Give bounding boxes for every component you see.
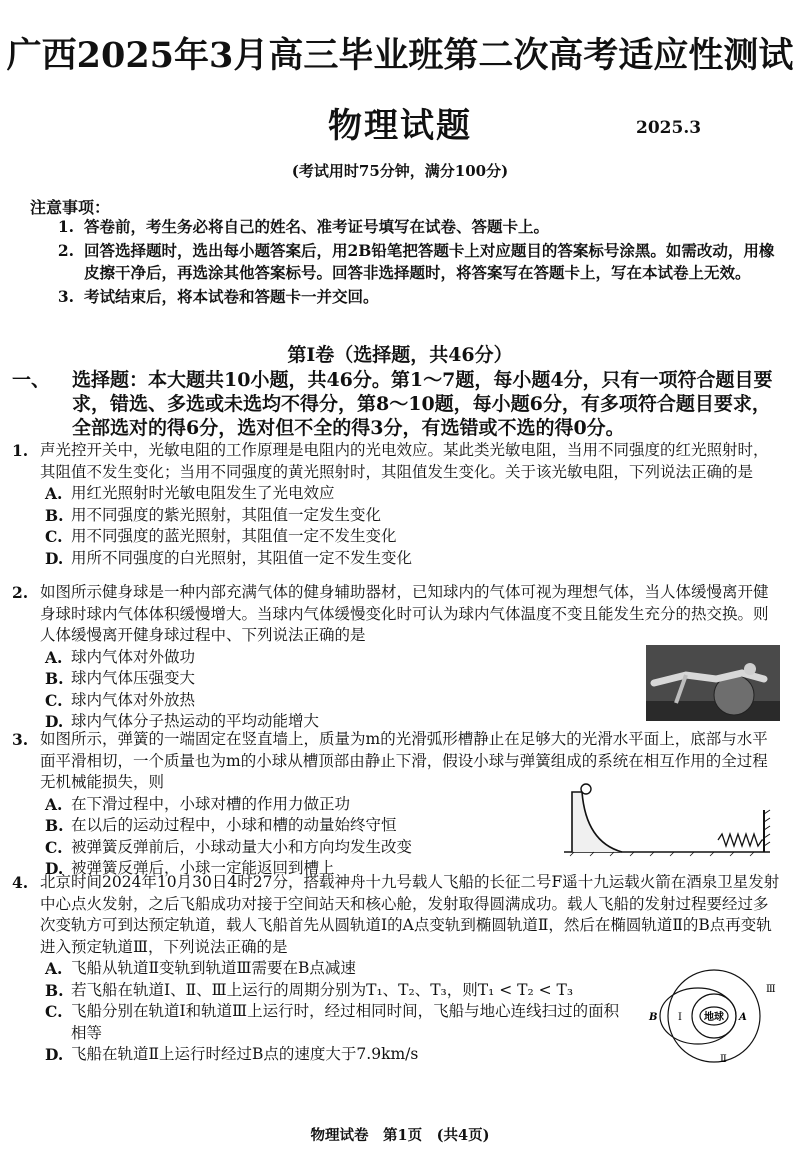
note-number: 2. bbox=[57, 241, 74, 260]
option-text: 在以后的运动过程中，小球和槽的动量始终守恒 bbox=[71, 816, 397, 834]
option-text: 球内气体分子热运动的平均动能增大 bbox=[71, 712, 320, 730]
option-text: 飞船在轨道Ⅱ上运行时经过B点的速度大于7.9km/s bbox=[71, 1045, 419, 1063]
subject-title: 物理试题 bbox=[328, 106, 472, 146]
question-number: 2. bbox=[12, 583, 29, 602]
orbit-2-label: Ⅱ bbox=[720, 1054, 727, 1065]
note-text: 回答选择题时，选出每小题答案后，用2B铅笔把答题卡上对应题目的答案标号涂黑。如需改动，用橡皮擦干净后，再选涂其他答案标号。回答非选择题时，将答案写在答题卡上，写在本试卷上无效。 bbox=[84, 241, 775, 282]
option-text: 用不同强度的紫光照射，其阻值一定发生变化 bbox=[71, 505, 382, 524]
note-text: 答卷前，考生务必将自己的姓名、准考证号填写在试卷、答题卡上。 bbox=[84, 217, 550, 236]
exam-info: (考试用时75分钟，满分100分) bbox=[291, 162, 509, 180]
note-item bbox=[30, 286, 780, 308]
question-number: 3. bbox=[12, 730, 29, 749]
question-stem: 如图所示，弹簧的一端固定在竖直墙上，质量为m的光滑弧形槽静止在足够大的光滑水平面上，底部与水平面平滑相切，一个质量也为m的小球从槽顶部由静止下滑，假设小球与弹簧组成的系统在相互作用的全过程无机械能损失，则 bbox=[40, 730, 768, 791]
question-stem: 如图所示健身球是一种内部充满气体的健身辅助器材，已知球内的气体可视为理想气体，当人体缓慢离开健身球时球内气体体积缓慢增大。当球内气体缓慢变化时可认为球内气体温度不变且能发生充分的热交换。则人体缓慢离开健身球过程中、下列说法正确的是 bbox=[40, 583, 769, 644]
notes-list bbox=[30, 216, 780, 310]
orbit-1-label: Ⅰ bbox=[678, 1012, 682, 1023]
option-label: B. bbox=[45, 505, 64, 525]
option-d bbox=[12, 548, 780, 570]
option-label: D. bbox=[45, 1045, 64, 1064]
note-item bbox=[30, 216, 780, 238]
option-label: A. bbox=[45, 484, 63, 503]
notes-title: 注意事项： bbox=[30, 198, 111, 217]
note-item bbox=[30, 240, 780, 284]
note-number: 1. bbox=[57, 217, 74, 236]
option-c bbox=[12, 526, 780, 548]
option-label: C. bbox=[45, 527, 63, 546]
fitness-ball-illustration bbox=[646, 645, 780, 721]
option-text: 飞船分别在轨道Ⅰ和轨道Ⅲ上运行时，经过相同时间，飞船与地心连线扫过的面积相等 bbox=[71, 1002, 620, 1042]
option-text: 用不同强度的蓝光照射，其阻值一定不发生变化 bbox=[71, 527, 397, 545]
option-label: A. bbox=[45, 647, 63, 667]
option-text: 飞船从轨道Ⅱ变轨到轨道Ⅲ需要在B点减速 bbox=[71, 959, 356, 977]
section-text: 选择题：本大题共10小题，共46分。第1～7题，每小题4分，只有一项符合题目要求，错选、多选或未选均不得分，第8～10题，每小题6分，有多项符合题目要求，全部选对的得6分，选对但不全的得3分，有选错或不选的得0分。 bbox=[72, 369, 773, 439]
section-number: 一、 bbox=[12, 369, 51, 391]
page-footer: 物理试卷 第1页 (共4页) bbox=[310, 1127, 490, 1144]
exam-date: 2025.3 bbox=[636, 118, 702, 138]
note-text: 考试结束后，将本试卷和答题卡一并交回。 bbox=[84, 287, 379, 306]
orbit-3-label: Ⅲ bbox=[766, 984, 776, 995]
option-label: B. bbox=[45, 669, 64, 688]
option-label: C. bbox=[45, 690, 63, 710]
option-text: 在下滑过程中，小球对槽的作用力做正功 bbox=[71, 794, 351, 813]
option-label: C. bbox=[45, 1002, 63, 1021]
question-stem: 声光控开关中，光敏电阻的工作原理是电阻内的光电效应。某此类光敏电阻，当用不同强度的红光照射时，其阻值不发生变化；当用不同强度的黄光照射时，其阻值发生变化。关于该光敏电阻，下列说法正确的是 bbox=[40, 441, 769, 481]
option-label: B. bbox=[45, 816, 64, 835]
earth-label: 地球 bbox=[704, 1012, 724, 1023]
groove-spring-diagram bbox=[560, 780, 782, 862]
note-number: 3. bbox=[57, 287, 74, 306]
option-text: 用所不同强度的白光照射，其阻值一定不发生变化 bbox=[71, 548, 413, 567]
option-a bbox=[12, 483, 780, 505]
option-label: A. bbox=[45, 959, 63, 978]
option-label: D. bbox=[45, 859, 64, 878]
option-b bbox=[12, 505, 780, 527]
groove-spring-svg bbox=[560, 780, 782, 862]
option-label: D. bbox=[45, 712, 64, 731]
orbit-svg bbox=[648, 962, 782, 1070]
option-text: 球内气体压强变大 bbox=[71, 669, 196, 687]
section-intro bbox=[12, 368, 780, 440]
part-title: 第Ⅰ卷（选择题，共46分） bbox=[287, 344, 513, 366]
option-text: 若飞船在轨道Ⅰ、Ⅱ、Ⅲ上运行的周期分别为T₁、T₂、T₃，则T₁ < T₂ < T₃ bbox=[71, 980, 574, 999]
fitness-ball-photo bbox=[646, 645, 780, 721]
exam-title: 广西2025年3月高三毕业班第二次高考适应性测试 bbox=[6, 35, 794, 76]
option-text: 球内气体对外做功 bbox=[71, 647, 196, 666]
orbit-diagram bbox=[648, 962, 782, 1070]
point-b-label: B bbox=[649, 1012, 658, 1023]
option-text: 用红光照射时光敏电阻发生了光电效应 bbox=[71, 484, 335, 502]
option-label: C. bbox=[45, 837, 63, 857]
question-number: 1. bbox=[12, 441, 29, 460]
option-text: 被弹簧反弹前后，小球动量大小和方向均发生改变 bbox=[71, 837, 413, 856]
option-text: 被弹簧反弹后，小球一定能返回到槽上 bbox=[71, 859, 335, 877]
point-a-label: A bbox=[739, 1012, 747, 1023]
option-text: 球内气体对外放热 bbox=[71, 690, 196, 709]
question-1 bbox=[12, 440, 780, 569]
question-number: 4. bbox=[12, 873, 29, 892]
option-label: D. bbox=[45, 548, 64, 568]
option-label: A. bbox=[45, 794, 63, 814]
question-stem: 北京时间2024年10月30日4时27分，搭载神舟十九号载人飞船的长征二号F遥十九运载火箭在酒泉卫星发射中心点火发射，之后飞船成功对接于空间站天和核心舱，发射取得圆满成功。载人飞船的发射过程要经过多次变轨方可到达预定轨道，载人飞船首先从圆轨道Ⅰ的A点变轨到椭圆轨道Ⅱ，然后在椭圆轨道Ⅱ的B点再变轨进入预定轨道Ⅲ，下列说法正确的是 bbox=[40, 873, 780, 956]
option-label: B. bbox=[45, 980, 64, 1000]
